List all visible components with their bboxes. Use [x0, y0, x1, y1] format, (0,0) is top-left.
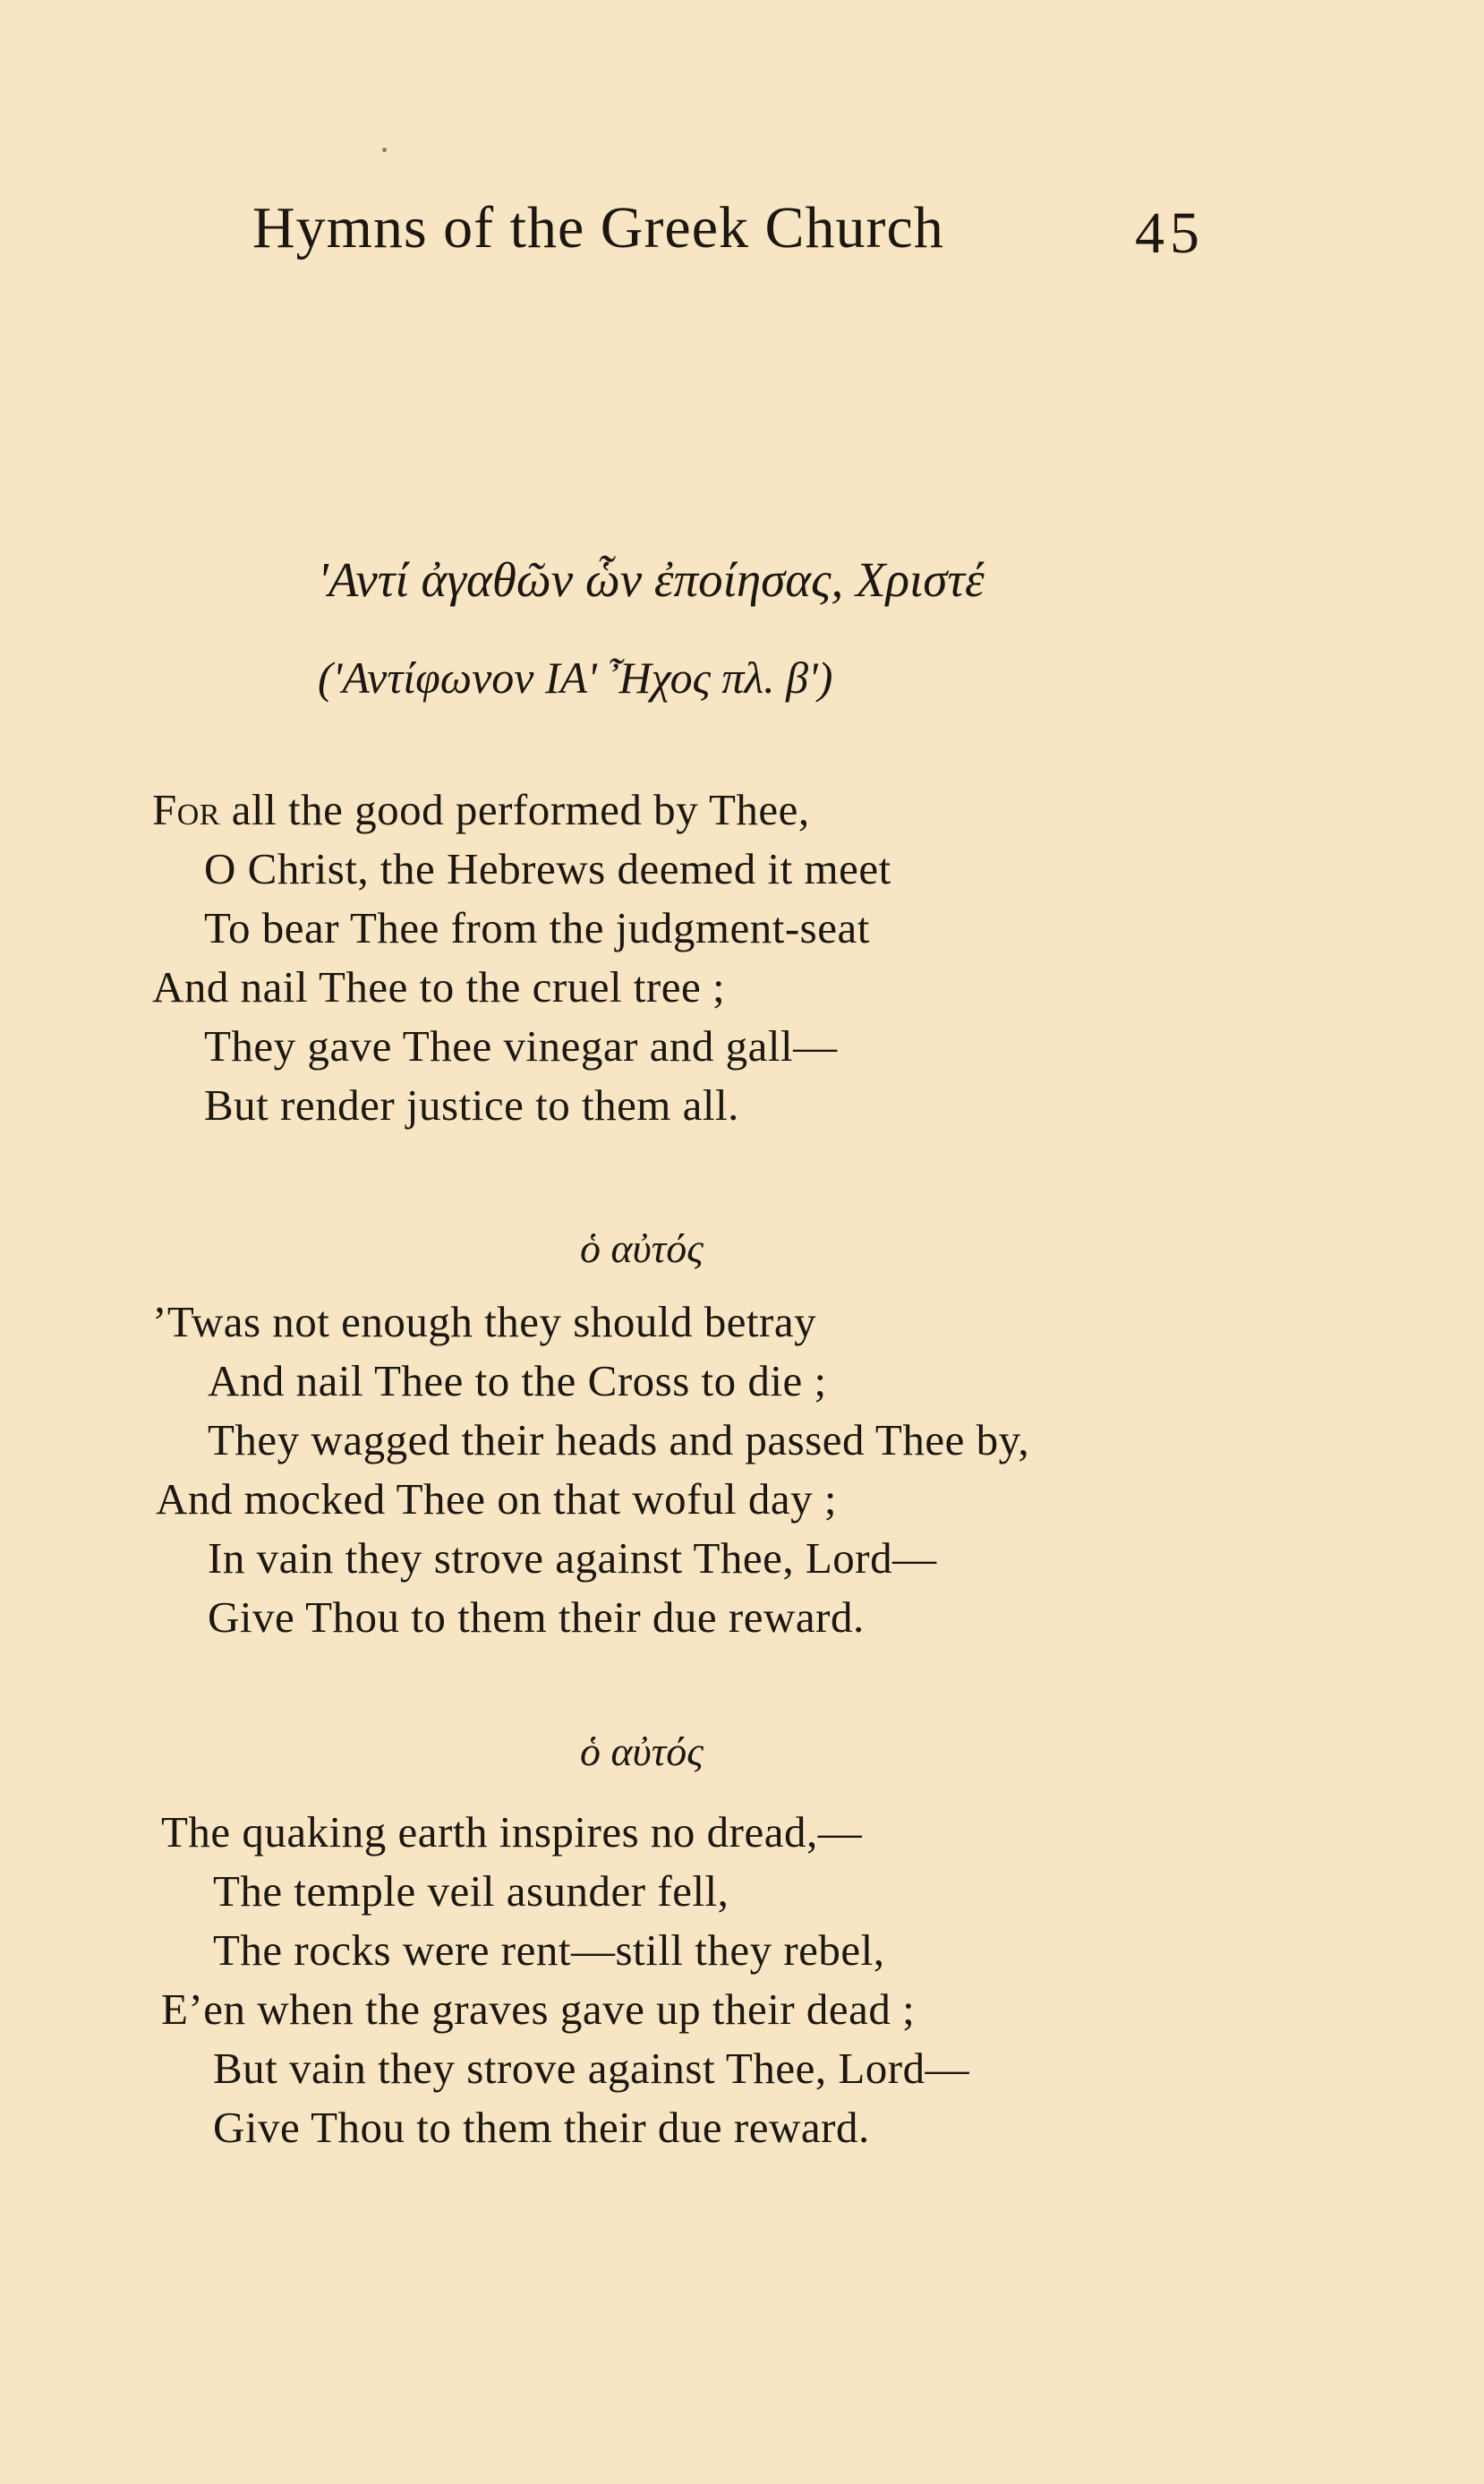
verse-line: The temple veil asunder fell,	[213, 1866, 729, 1916]
verse-line: But render justice to them all.	[204, 1080, 739, 1130]
verse-line: Give Thou to them their due reward.	[208, 1592, 865, 1642]
drop-word: For	[152, 785, 220, 834]
verse-line-text: all the good performed by Thee,	[231, 785, 810, 834]
verse-line: To bear Thee from the judgment-seat	[204, 903, 870, 952]
page-number: 45	[1135, 201, 1205, 266]
verse-line: They wagged their heads and passed Thee by,	[208, 1415, 1030, 1464]
verse-line	[152, 785, 810, 834]
verse-line: The rocks were rent—still they rebel,	[213, 1925, 885, 1975]
verse-line: And nail Thee to the Cross to die ;	[208, 1356, 827, 1405]
verse-line: Give Thou to them their due reward.	[213, 2103, 870, 2152]
stanza-heading: ὁ αὐτός	[580, 1225, 704, 1271]
verse-line: But vain they strove against Thee, Lord—	[213, 2044, 970, 2093]
verse-line: And nail Thee to the cruel tree ;	[152, 962, 726, 1012]
verse-line: They gave Thee vinegar and gall—	[204, 1021, 838, 1071]
verse-line: In vain they strove against Thee, Lord—	[208, 1533, 937, 1583]
verse-line: E’en when the graves gave up their dead ;	[161, 1985, 916, 2034]
hymn-greek-subtitle: ('Αντίφωνον ΙΑ' Ἦχος πλ. β')	[318, 653, 833, 703]
hymn-greek-title: 'Αντί ἀγαθῶν ὧν ἐποίησας, Χριστέ	[318, 552, 985, 607]
verse-line: ’Twas not enough they should betray	[152, 1297, 817, 1346]
verse-line: And mocked Thee on that woful day ;	[156, 1474, 837, 1524]
stanza-heading: ὁ αὐτός	[580, 1729, 704, 1774]
verse-line: The quaking earth inspires no dread,—	[161, 1807, 863, 1857]
verse-line: O Christ, the Hebrews deemed it meet	[204, 844, 891, 893]
running-title: Hymns of the Greek Church	[252, 195, 944, 260]
print-speck	[382, 148, 387, 152]
